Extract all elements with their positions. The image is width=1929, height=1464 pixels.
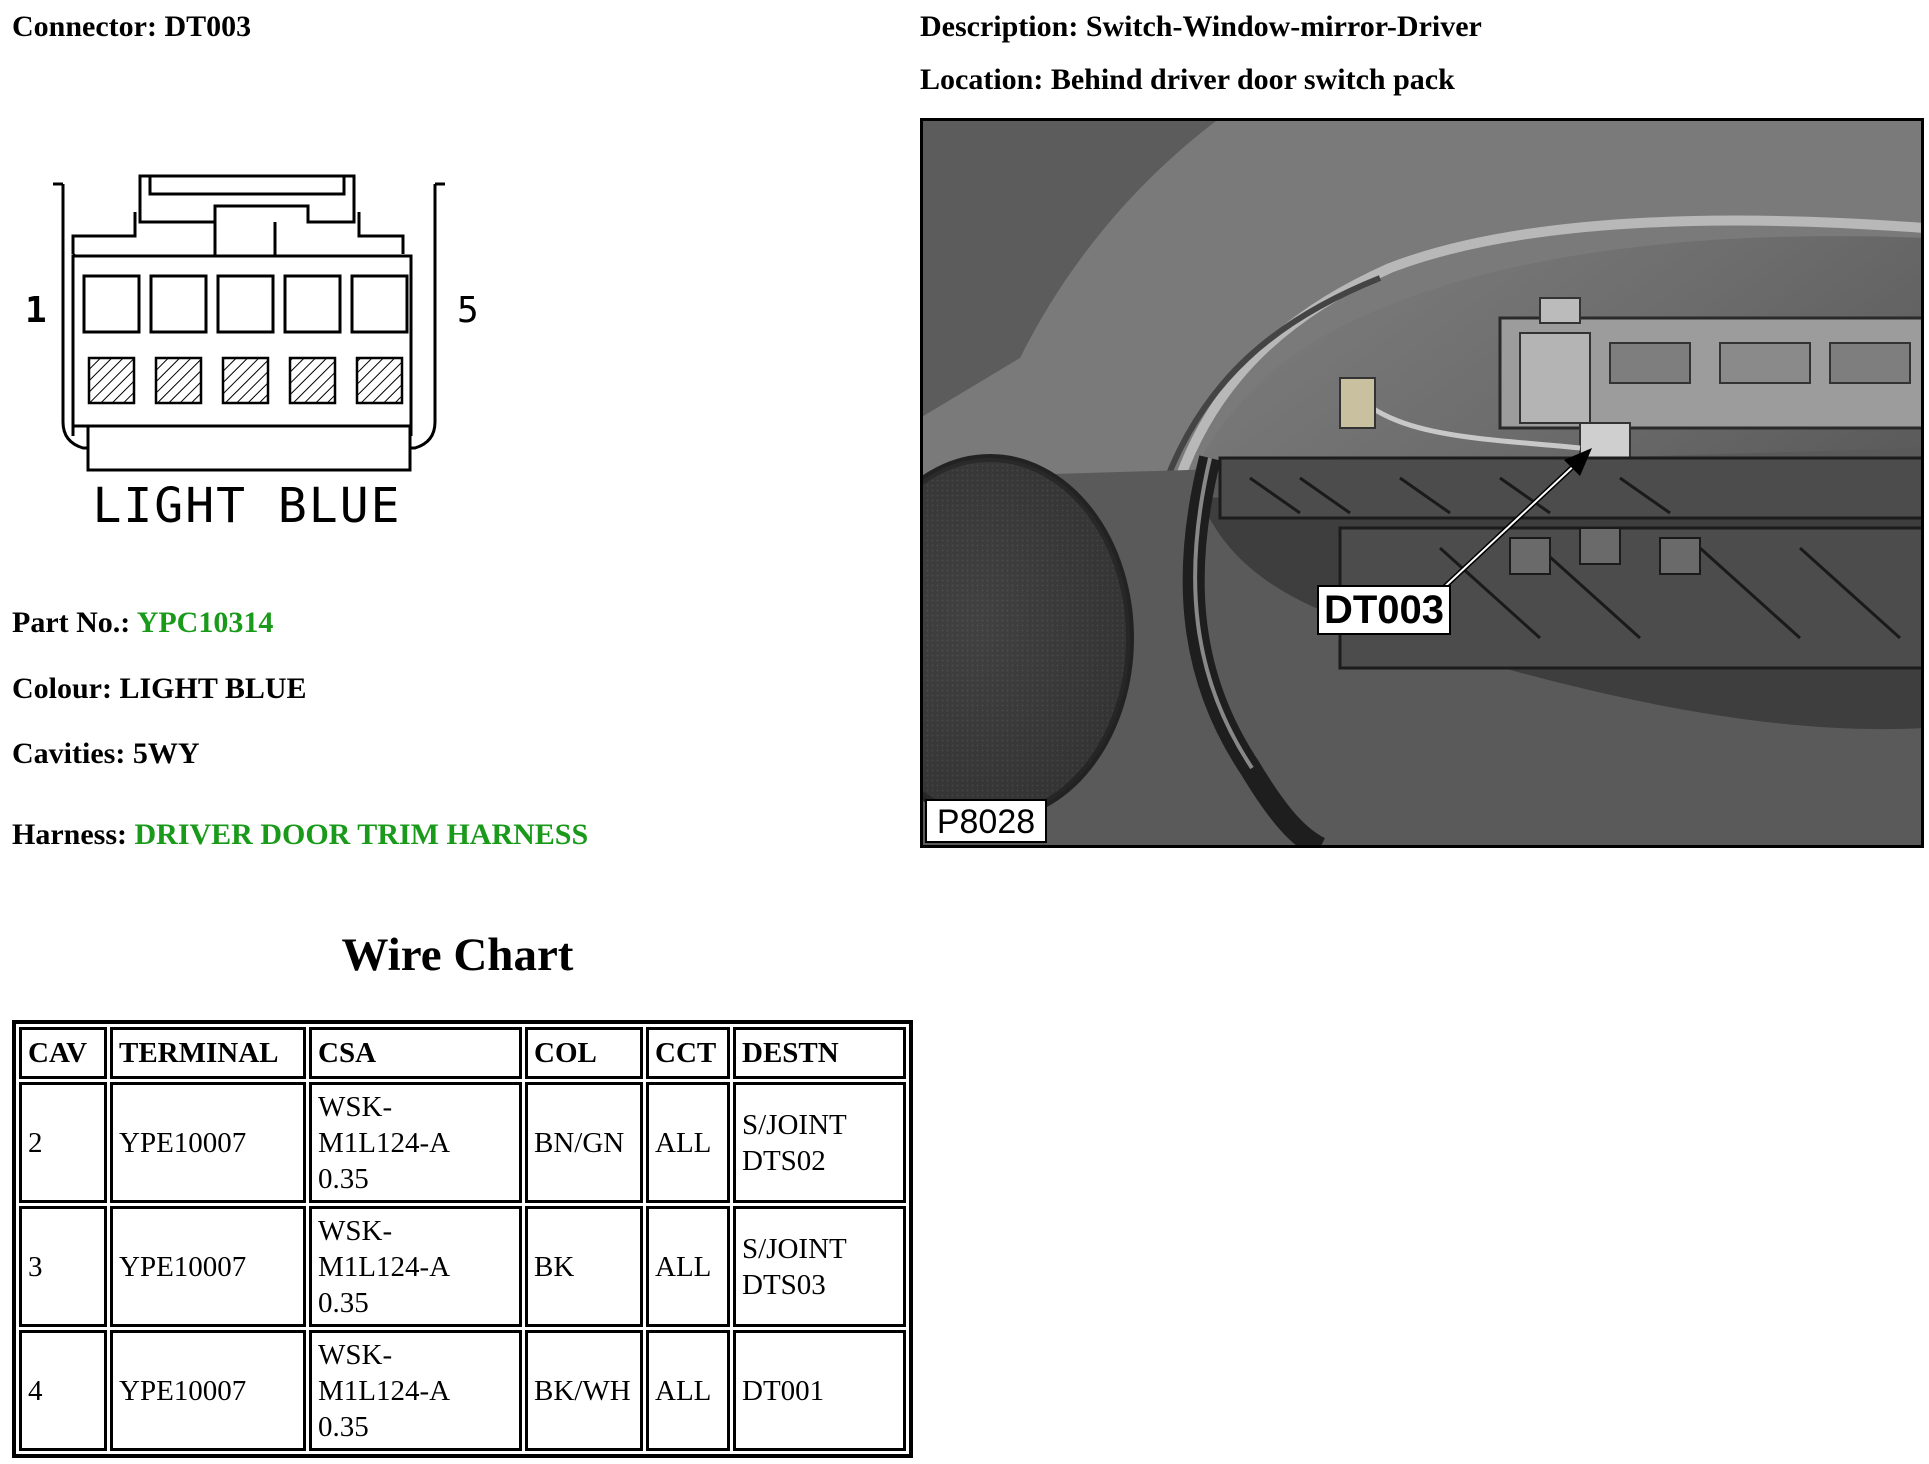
cct-cell: ALL <box>646 1082 730 1203</box>
pin-1-label: 1 <box>25 290 47 331</box>
terminal-cell: YPE10007 <box>110 1206 306 1327</box>
col-cell: BK <box>525 1206 643 1327</box>
table-row <box>19 1206 906 1327</box>
colour-label: Colour: <box>12 672 112 705</box>
location-photo <box>920 118 1924 848</box>
pin-5-label: 5 <box>457 290 479 331</box>
destn-line: S/JOINT <box>742 1108 847 1141</box>
cavities-label: Cavities: <box>12 737 126 770</box>
csa-line: 0.35 <box>318 1410 369 1443</box>
location-value: Behind driver door switch pack <box>1050 63 1455 96</box>
cct-cell: ALL <box>646 1330 730 1451</box>
wire-chart-table <box>12 1020 913 1458</box>
csa-line: M1L124-A <box>318 1374 451 1407</box>
colour <box>12 672 307 706</box>
terminal-cell: YPE10007 <box>110 1082 306 1203</box>
connector-face-diagram <box>15 160 495 540</box>
terminal-lock-2 <box>156 358 201 403</box>
cav-cell: 4 <box>19 1330 107 1451</box>
column-header: COL <box>525 1027 643 1079</box>
column-header: DESTN <box>733 1027 906 1079</box>
part-number-link[interactable]: YPC10314 <box>136 606 274 639</box>
cavity-1 <box>84 276 139 332</box>
csa-line: M1L124-A <box>318 1126 451 1159</box>
col-cell: BN/GN <box>525 1082 643 1203</box>
harness-label: Harness: <box>12 818 127 851</box>
cavities <box>12 737 199 771</box>
cav-cell: 3 <box>19 1206 107 1327</box>
description-label: Description: <box>920 10 1079 43</box>
connector-label: Connector: <box>12 10 157 43</box>
colour-value: LIGHT BLUE <box>119 672 307 705</box>
wire-chart-title: Wire Chart <box>341 929 574 981</box>
terminal-lock-5 <box>357 358 402 403</box>
photo-callout: DT003 <box>1323 588 1445 632</box>
description <box>920 10 1482 44</box>
csa-cell <box>309 1082 522 1203</box>
col-cell: BK/WH <box>525 1330 643 1451</box>
destn-cell <box>733 1206 906 1327</box>
part-number <box>12 606 273 640</box>
cavities-value: 5WY <box>132 737 200 770</box>
cavity-3 <box>218 276 273 332</box>
table-header-row <box>19 1027 906 1079</box>
table-row <box>19 1082 906 1203</box>
csa-line: WSK- <box>318 1090 393 1123</box>
harness <box>12 818 588 852</box>
destn-cell <box>733 1082 906 1203</box>
column-header: CCT <box>646 1027 730 1079</box>
diagram-colour-caption: LIGHT BLUE <box>92 478 402 534</box>
destn-cell <box>733 1330 906 1451</box>
csa-line: WSK- <box>318 1338 393 1371</box>
cav-cell: 2 <box>19 1082 107 1203</box>
cavity-5 <box>352 276 407 332</box>
destn-line: DTS02 <box>742 1144 826 1177</box>
terminal-lock-1 <box>89 358 134 403</box>
column-header: CAV <box>19 1027 107 1079</box>
terminal-lock-3 <box>223 358 268 403</box>
csa-line: WSK- <box>318 1214 393 1247</box>
connector-title <box>12 10 251 44</box>
table-row <box>19 1330 906 1451</box>
location <box>920 63 1455 97</box>
description-value: Switch-Window-mirror-Driver <box>1085 10 1482 43</box>
terminal-cell: YPE10007 <box>110 1330 306 1451</box>
csa-line: 0.35 <box>318 1162 369 1195</box>
cavity-2 <box>151 276 206 332</box>
csa-line: M1L124-A <box>318 1250 451 1283</box>
csa-cell <box>309 1330 522 1451</box>
destn-line: DTS03 <box>742 1268 826 1301</box>
terminal-lock-4 <box>290 358 335 403</box>
harness-link[interactable]: DRIVER DOOR TRIM HARNESS <box>134 818 589 851</box>
connector-value: DT003 <box>164 10 252 43</box>
csa-cell <box>309 1206 522 1327</box>
destn-line: S/JOINT <box>742 1232 847 1265</box>
csa-line: 0.35 <box>318 1286 369 1319</box>
destn-line: DT001 <box>742 1374 825 1407</box>
location-label: Location: <box>920 63 1044 96</box>
cavity-4 <box>285 276 340 332</box>
part-label: Part No.: <box>12 606 131 639</box>
photo-figure-code: P8028 <box>936 803 1036 841</box>
cct-cell: ALL <box>646 1206 730 1327</box>
column-header: CSA <box>309 1027 522 1079</box>
column-header: TERMINAL <box>110 1027 306 1079</box>
